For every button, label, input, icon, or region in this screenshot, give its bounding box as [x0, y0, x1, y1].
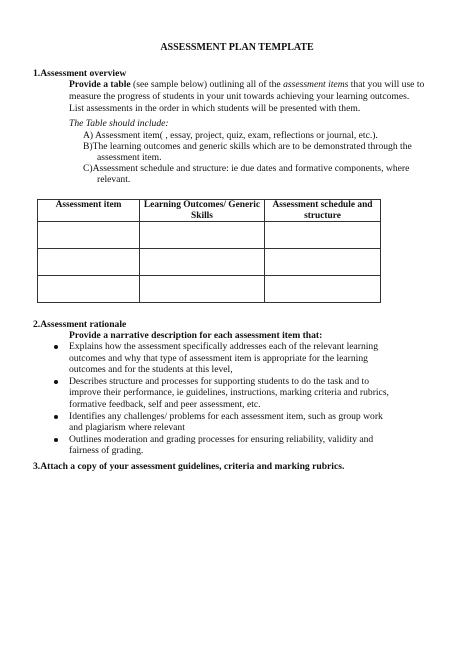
- table-cell: [140, 276, 265, 303]
- list-item: [53, 434, 398, 457]
- header-assessment-schedule: Assessment schedule and structure: [265, 200, 381, 222]
- table-cell: [38, 276, 140, 303]
- sample-assessment-table: [37, 199, 381, 303]
- section1-paragraph-line1: [69, 79, 424, 91]
- bullet-text: Explains how the assessment specifically addresses each of the relevant learning outcomes and why that type of assessment item is appropriate for the learning outcomes and for the students at this level,: [69, 341, 379, 376]
- include-item-b-line1: B)The learning outcomes and generic skills which are to be demonstrated through the: [83, 141, 412, 152]
- table-cell: [140, 249, 265, 276]
- include-item-a: A) Assessment item( , essay, project, quiz, exam, reflections or journal, etc.).: [83, 130, 378, 141]
- table-row: [38, 249, 381, 276]
- section3-heading: 3.Attach a copy of your assessment guidelines, criteria and marking rubrics.: [33, 461, 345, 472]
- assessment-items-italic: assessment items: [283, 79, 349, 90]
- table-cell: [265, 249, 381, 276]
- section1-paragraph-line2: measure the progress of students in your unit towards achieving your learning outcomes.: [69, 91, 410, 102]
- section1-heading: 1.Assessment overview: [33, 68, 127, 79]
- header-assessment-item: Assessment item: [38, 200, 140, 222]
- table-header-row: [38, 200, 381, 222]
- section2-subheading: Provide a narrative description for each assessment item that:: [69, 330, 323, 341]
- rationale-bullet-list: [53, 341, 398, 457]
- table-should-include-label: The Table should include:: [69, 118, 169, 129]
- table-cell: [265, 276, 381, 303]
- table-cell: [140, 222, 265, 249]
- bullet-icon: [54, 345, 58, 349]
- table-cell: [265, 222, 381, 249]
- include-item-b-line2: assessment item.: [97, 152, 162, 163]
- include-item-c-line2: relevant.: [97, 174, 131, 185]
- bullet-text: Describes structure and processes for supporting students to do the task and to improve their performance, ie guidelines, instructions, marking criteria and rubrics, formative feedback, self and peer assessment, etc.: [69, 375, 389, 410]
- bullet-icon: [54, 380, 58, 384]
- p1-text-b: that you will use to: [348, 79, 425, 90]
- provide-table-bold: Provide a table: [69, 79, 131, 90]
- bullet-icon: [54, 415, 58, 419]
- section2-heading: 2.Assessment rationale: [33, 319, 127, 330]
- p1-text-a: (see sample below) outlining all of the: [130, 79, 284, 90]
- include-item-c-line1: C)Assessment schedule and structure: ie due dates and formative components, where: [83, 163, 410, 174]
- table-row: [38, 276, 381, 303]
- bullet-text: Identifies any challenges/ problems for each assessment item, such as group work and plagiarism where relevant: [69, 410, 383, 434]
- page-title: ASSESSMENT PLAN TEMPLATE: [160, 42, 314, 53]
- table-cell: [38, 222, 140, 249]
- bullet-text: Outlines moderation and grading processes for ensuring reliability, validity and fairness of grading.: [69, 433, 374, 457]
- list-item: [53, 341, 398, 376]
- header-learning-outcomes: Learning Outcomes/ Generic Skills: [140, 200, 265, 222]
- list-item: [53, 376, 398, 411]
- section1-paragraph-line3: List assessments in the order in which students will be presented with them.: [69, 103, 361, 114]
- table-cell: [38, 249, 140, 276]
- bullet-icon: [54, 438, 58, 442]
- list-item: [53, 411, 398, 434]
- table-row: [38, 222, 381, 249]
